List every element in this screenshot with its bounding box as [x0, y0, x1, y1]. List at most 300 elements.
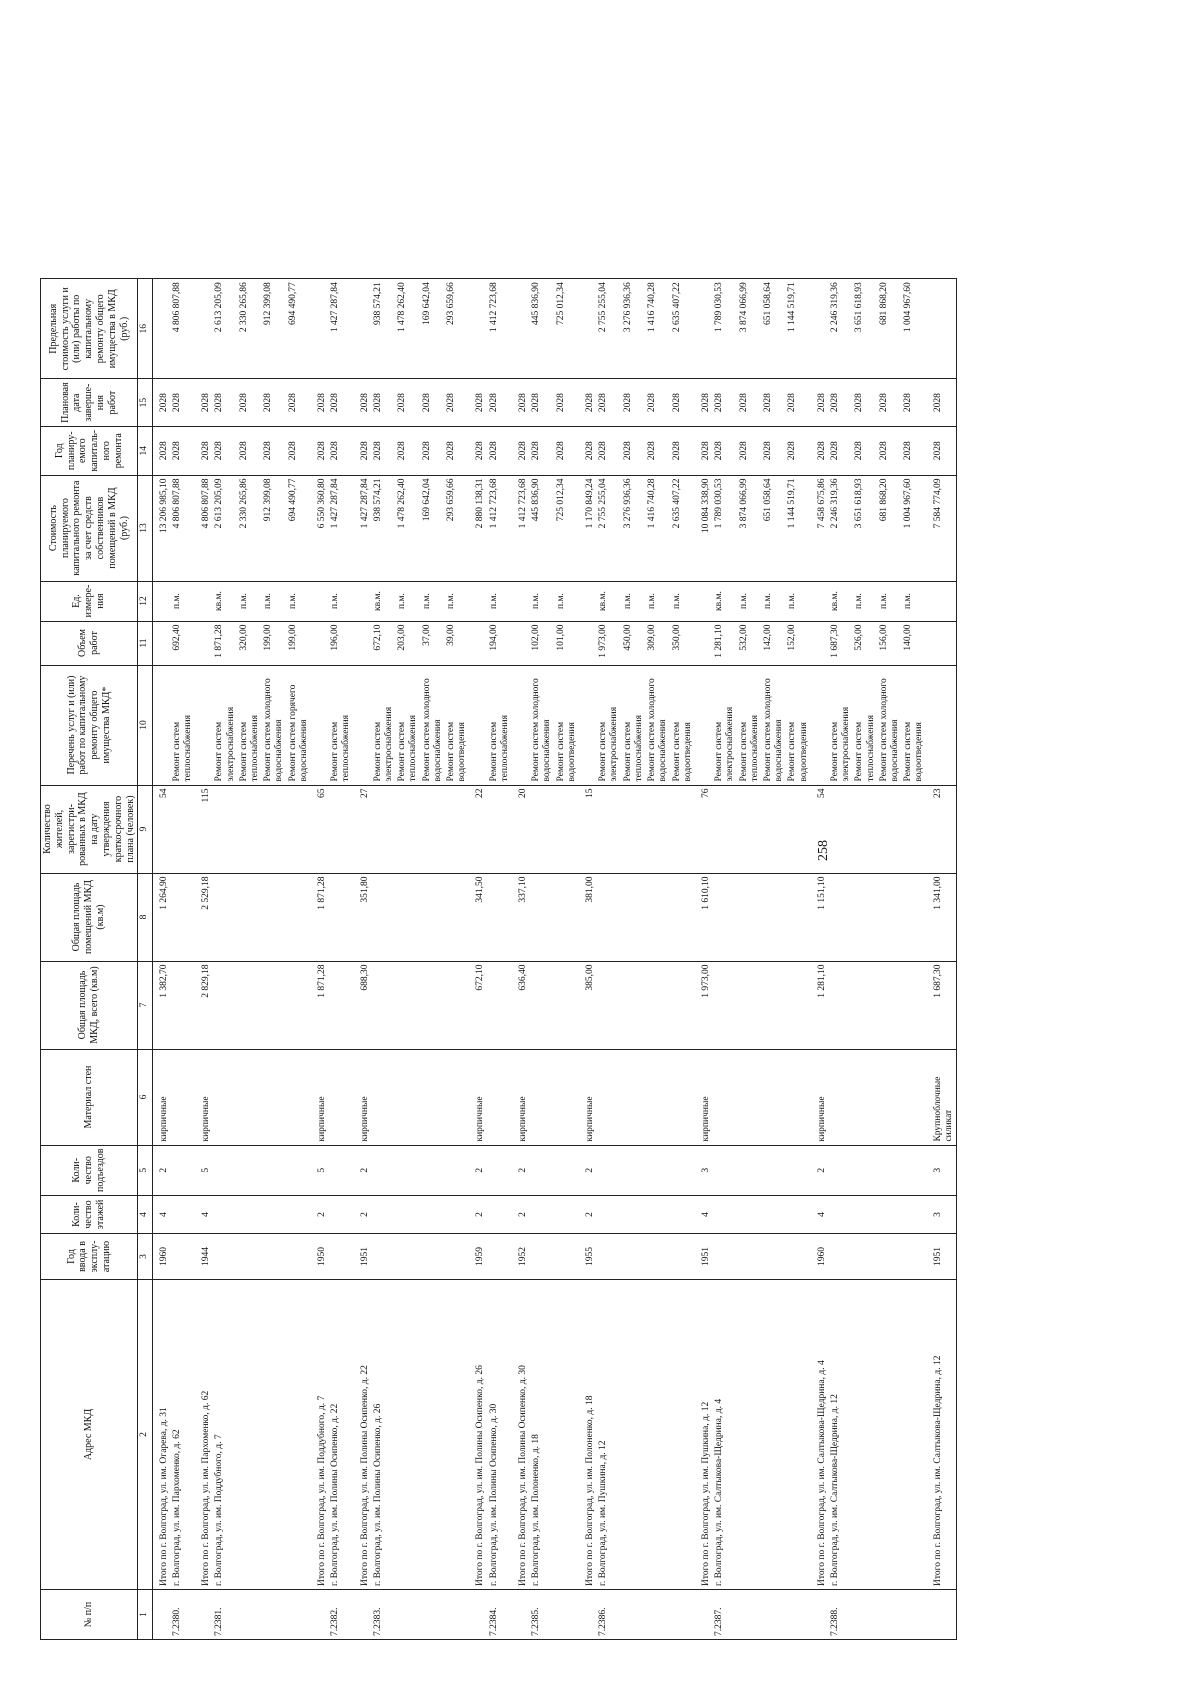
residents-cell: 27 [354, 785, 372, 873]
limit-cost-cell: 938 574,21 [372, 279, 396, 379]
repair-year-cell: 2028 [853, 426, 877, 475]
work-volume-cell [311, 621, 329, 665]
total-area-cell [213, 961, 237, 1049]
table-row [372, 279, 396, 1640]
completion-date-cell: 2028 [762, 379, 786, 427]
rooms-area-cell [902, 873, 926, 961]
work-volume-cell: 1 281,10 [713, 621, 737, 665]
row-number [738, 1590, 762, 1640]
year-built-cell [171, 1234, 195, 1280]
wall-material-cell [171, 1049, 195, 1145]
limit-cost-cell: 293 659,66 [445, 279, 469, 379]
year-built-cell [372, 1234, 396, 1280]
work-type-cell: Ремонт систем электроснабжения [372, 665, 396, 785]
residents-cell [287, 785, 311, 873]
wall-material-cell: кирпичные [311, 1049, 329, 1145]
rooms-area-cell: 1 151,10 [811, 873, 829, 961]
entrances-cell [853, 1145, 877, 1195]
work-type-cell: Ремонт систем теплоснабжения [738, 665, 762, 785]
address-cell [262, 1280, 286, 1590]
year-built-cell: 1944 [195, 1234, 213, 1280]
total-row [512, 279, 530, 1640]
total-row [579, 279, 597, 1640]
limit-cost-cell: 3 651 618,93 [853, 279, 877, 379]
entrances-cell [738, 1145, 762, 1195]
planned-cost-cell: 694 490,77 [287, 475, 311, 581]
planned-cost-cell: 1 004 967,60 [902, 475, 926, 581]
unit-cell: п.м. [421, 581, 445, 621]
work-volume-cell: 194,00 [488, 621, 512, 665]
floors-cell [786, 1196, 810, 1234]
completion-date-cell: 2028 [287, 379, 311, 427]
column-header: Количество жителей, зарегистри-рованных в МКД на дату утверждения краткосрочного плана (человек) [41, 785, 138, 873]
address-cell: г. Волгоград, ул. им. Полоненко, д. 18 [530, 1280, 554, 1590]
floors-cell [530, 1196, 554, 1234]
year-built-cell [622, 1234, 646, 1280]
table-row [171, 279, 195, 1640]
year-built-cell [262, 1234, 286, 1280]
limit-cost-cell [469, 279, 487, 379]
total-area-cell [878, 961, 902, 1049]
work-volume-cell [579, 621, 597, 665]
repair-year-cell: 2028 [738, 426, 762, 475]
column-number: 6 [138, 1049, 152, 1145]
wall-material-cell: кирпичные [695, 1049, 713, 1145]
address-cell [421, 1280, 445, 1590]
rooms-area-cell [488, 873, 512, 961]
total-row [695, 279, 713, 1640]
completion-date-cell: 2028 [213, 379, 237, 427]
column-header: Адрес МКД [41, 1280, 138, 1590]
residents-cell: 22 [469, 785, 487, 873]
rooms-area-cell [671, 873, 695, 961]
row-number [421, 1590, 445, 1640]
floors-cell [421, 1196, 445, 1234]
year-built-cell [597, 1234, 621, 1280]
column-header: № п/п [41, 1590, 138, 1640]
entrances-cell [445, 1145, 469, 1195]
entrances-cell [622, 1145, 646, 1195]
year-built-cell [713, 1234, 737, 1280]
repair-year-cell: 2028 [713, 426, 737, 475]
rooms-area-cell: 1 610,10 [695, 873, 713, 961]
address-cell [738, 1280, 762, 1590]
entrances-cell [372, 1145, 396, 1195]
rooms-area-cell: 351,80 [354, 873, 372, 961]
total-row [195, 279, 213, 1640]
floors-cell: 2 [354, 1196, 372, 1234]
unit-cell: кв.м. [372, 581, 396, 621]
column-header: Объем работ [41, 621, 138, 665]
address-cell [622, 1280, 646, 1590]
unit-cell: п.м. [530, 581, 554, 621]
work-type-cell: Ремонт систем электроснабжения [213, 665, 237, 785]
floors-cell: 2 [512, 1196, 530, 1234]
work-type-cell: Ремонт систем водоотведения [445, 665, 469, 785]
table-row [445, 279, 469, 1640]
table-row [853, 279, 877, 1640]
work-type-cell: Ремонт систем теплоснабжения [622, 665, 646, 785]
repair-year-cell: 2028 [512, 426, 530, 475]
unit-cell: п.м. [622, 581, 646, 621]
row-number [262, 1590, 286, 1640]
work-volume-cell [512, 621, 530, 665]
planned-cost-cell: 13 206 985,10 [152, 475, 171, 581]
unit-cell: кв.м. [829, 581, 853, 621]
row-number: 7.2387. [713, 1590, 737, 1640]
work-type-cell: Ремонт систем холодного водоснабжения [530, 665, 554, 785]
work-volume-cell: 320,00 [238, 621, 262, 665]
total-area-cell [597, 961, 621, 1049]
rooms-area-cell [786, 873, 810, 961]
address-cell: г. Волгоград, ул. им. Пархоменко, д. 62 [171, 1280, 195, 1590]
wall-material-cell [671, 1049, 695, 1145]
total-area-cell: 2 829,18 [195, 961, 213, 1049]
wall-material-cell [853, 1049, 877, 1145]
year-built-cell [488, 1234, 512, 1280]
year-built-cell [238, 1234, 262, 1280]
planned-cost-cell: 3 651 618,93 [853, 475, 877, 581]
repair-year-cell: 2028 [555, 426, 579, 475]
repair-year-cell: 2028 [597, 426, 621, 475]
rooms-area-cell [329, 873, 353, 961]
year-built-cell [646, 1234, 670, 1280]
unit-cell: п.м. [445, 581, 469, 621]
column-number: 14 [138, 426, 152, 475]
work-volume-cell [152, 621, 171, 665]
column-header: Материал стен [41, 1049, 138, 1145]
total-row [469, 279, 487, 1640]
table-body [152, 279, 956, 1640]
work-type-cell [695, 665, 713, 785]
entrances-cell [213, 1145, 237, 1195]
row-number: 7.2380. [171, 1590, 195, 1640]
address-cell [287, 1280, 311, 1590]
limit-cost-cell: 2 755 255,04 [597, 279, 621, 379]
work-type-cell: Ремонт систем водоотведения [671, 665, 695, 785]
wall-material-cell [738, 1049, 762, 1145]
address-cell: Итого по г. Волгоград, ул. им. Огарева, д. 31 [152, 1280, 171, 1590]
work-type-cell [579, 665, 597, 785]
column-number-row [138, 279, 152, 1640]
residents-cell [262, 785, 286, 873]
address-cell [238, 1280, 262, 1590]
address-cell: Итого по г. Волгоград, ул. им. Салтыкова-Щедрина, д. 12 [927, 1280, 957, 1590]
unit-cell: п.м. [555, 581, 579, 621]
repair-year-cell: 2028 [762, 426, 786, 475]
floors-cell [287, 1196, 311, 1234]
limit-cost-cell: 912 399,08 [262, 279, 286, 379]
rooms-area-cell: 1 871,28 [311, 873, 329, 961]
work-type-cell: Ремонт систем холодного водоснабжения [646, 665, 670, 785]
table-row [762, 279, 786, 1640]
column-header: Год ввода в эксплу-атацию [41, 1234, 138, 1280]
completion-date-cell: 2028 [262, 379, 286, 427]
row-number [695, 1590, 713, 1640]
work-type-cell [311, 665, 329, 785]
row-number [238, 1590, 262, 1640]
column-number: 15 [138, 379, 152, 427]
entrances-cell [238, 1145, 262, 1195]
column-number: 5 [138, 1145, 152, 1195]
floors-cell [597, 1196, 621, 1234]
floors-cell: 4 [695, 1196, 713, 1234]
limit-cost-cell: 1 427 287,84 [329, 279, 353, 379]
year-built-cell: 1951 [695, 1234, 713, 1280]
year-built-cell [853, 1234, 877, 1280]
year-built-cell [829, 1234, 853, 1280]
work-volume-cell: 39,00 [445, 621, 469, 665]
rooms-area-cell [853, 873, 877, 961]
planned-cost-cell: 10 084 338,90 [695, 475, 713, 581]
limit-cost-cell: 1 004 967,60 [902, 279, 926, 379]
year-built-cell: 1960 [811, 1234, 829, 1280]
planned-cost-cell: 2 755 255,04 [597, 475, 621, 581]
total-area-cell [171, 961, 195, 1049]
year-built-cell: 1950 [311, 1234, 329, 1280]
residents-cell [445, 785, 469, 873]
completion-date-cell: 2028 [152, 379, 171, 427]
row-number [622, 1590, 646, 1640]
rooms-area-cell [738, 873, 762, 961]
completion-date-cell: 2028 [646, 379, 670, 427]
planned-cost-cell: 4 806 807,88 [195, 475, 213, 581]
completion-date-cell: 2028 [469, 379, 487, 427]
limit-cost-cell: 1 789 030,53 [713, 279, 737, 379]
residents-cell [829, 785, 853, 873]
floors-cell [671, 1196, 695, 1234]
work-type-cell: Ремонт систем теплоснабжения [853, 665, 877, 785]
column-number: 12 [138, 581, 152, 621]
repair-year-cell: 2028 [329, 426, 353, 475]
unit-cell: п.м. [396, 581, 420, 621]
completion-date-cell: 2028 [597, 379, 621, 427]
completion-date-cell: 2028 [311, 379, 329, 427]
unit-cell [579, 581, 597, 621]
floors-cell [396, 1196, 420, 1234]
work-volume-cell: 140,00 [902, 621, 926, 665]
limit-cost-cell: 3 276 936,36 [622, 279, 646, 379]
row-number [579, 1590, 597, 1640]
repair-year-cell: 2028 [622, 426, 646, 475]
completion-date-cell: 2028 [488, 379, 512, 427]
row-number [902, 1590, 926, 1640]
entrances-cell: 2 [152, 1145, 171, 1195]
limit-cost-cell [152, 279, 171, 379]
floors-cell [713, 1196, 737, 1234]
completion-date-cell: 2028 [811, 379, 829, 427]
total-area-cell: 636,40 [512, 961, 530, 1049]
entrances-cell [488, 1145, 512, 1195]
repair-year-cell: 2028 [421, 426, 445, 475]
work-volume-cell: 199,00 [287, 621, 311, 665]
repair-year-cell: 2028 [927, 426, 957, 475]
completion-date-cell: 2028 [421, 379, 445, 427]
total-row [811, 279, 829, 1640]
total-area-cell: 1 687,30 [927, 961, 957, 1049]
floors-cell [762, 1196, 786, 1234]
repair-year-cell: 2028 [530, 426, 554, 475]
limit-cost-cell [512, 279, 530, 379]
wall-material-cell [762, 1049, 786, 1145]
work-type-cell: Ремонт систем теплоснабжения [488, 665, 512, 785]
table-row [287, 279, 311, 1640]
rooms-area-cell [829, 873, 853, 961]
year-built-cell: 1951 [354, 1234, 372, 1280]
completion-date-cell: 2028 [329, 379, 353, 427]
wall-material-cell: кирпичные [811, 1049, 829, 1145]
row-number [469, 1590, 487, 1640]
table-row [646, 279, 670, 1640]
work-volume-cell: 672,10 [372, 621, 396, 665]
table-row [597, 279, 621, 1640]
total-area-cell [853, 961, 877, 1049]
column-header: Ед. измере-ния [41, 581, 138, 621]
rooms-area-cell [597, 873, 621, 961]
total-area-cell: 1 973,00 [695, 961, 713, 1049]
planned-cost-cell: 2 330 265,86 [238, 475, 262, 581]
rooms-area-cell [530, 873, 554, 961]
work-volume-cell: 1 973,00 [597, 621, 621, 665]
table-row [829, 279, 853, 1640]
table-row [713, 279, 737, 1640]
wall-material-cell [372, 1049, 396, 1145]
column-number: 10 [138, 665, 152, 785]
repair-year-cell: 2028 [152, 426, 171, 475]
year-built-cell [421, 1234, 445, 1280]
work-type-cell [195, 665, 213, 785]
planned-cost-cell: 1 427 287,84 [329, 475, 353, 581]
completion-date-cell: 2028 [396, 379, 420, 427]
rooms-area-cell [213, 873, 237, 961]
table-row [555, 279, 579, 1640]
rooms-area-cell [287, 873, 311, 961]
work-type-cell: Ремонт систем холодного водоснабжения [262, 665, 286, 785]
residents-cell [171, 785, 195, 873]
column-number: 8 [138, 873, 152, 961]
residents-cell [597, 785, 621, 873]
planned-cost-cell: 445 836,90 [530, 475, 554, 581]
planned-cost-cell: 3 874 066,99 [738, 475, 762, 581]
limit-cost-cell [195, 279, 213, 379]
address-cell: Итого по г. Волгоград, ул. им. Полоненко, д. 18 [579, 1280, 597, 1590]
planned-cost-cell: 2 880 138,31 [469, 475, 487, 581]
year-built-cell [445, 1234, 469, 1280]
row-number [512, 1590, 530, 1640]
total-area-cell: 1 281,10 [811, 961, 829, 1049]
limit-cost-cell: 445 836,90 [530, 279, 554, 379]
residents-cell: 15 [579, 785, 597, 873]
entrances-cell [171, 1145, 195, 1195]
completion-date-cell: 2028 [530, 379, 554, 427]
rooms-area-cell [445, 873, 469, 961]
planned-cost-cell: 651 058,64 [762, 475, 786, 581]
limit-cost-cell [354, 279, 372, 379]
year-built-cell: 1952 [512, 1234, 530, 1280]
work-volume-cell: 152,00 [786, 621, 810, 665]
repair-year-cell: 2028 [646, 426, 670, 475]
total-area-cell: 1 871,28 [311, 961, 329, 1049]
residents-cell [902, 785, 926, 873]
wall-material-cell [555, 1049, 579, 1145]
residents-cell: 115 [195, 785, 213, 873]
work-type-cell: Ремонт систем холодного водоснабжения [421, 665, 445, 785]
unit-cell: кв.м. [213, 581, 237, 621]
completion-date-cell: 2028 [238, 379, 262, 427]
residents-cell: 23 [927, 785, 957, 873]
wall-material-cell [878, 1049, 902, 1145]
floors-cell [646, 1196, 670, 1234]
total-area-cell [738, 961, 762, 1049]
entrances-cell [786, 1145, 810, 1195]
planned-cost-cell: 1 144 519,71 [786, 475, 810, 581]
row-number [354, 1590, 372, 1640]
row-number: 7.2384. [488, 1590, 512, 1640]
unit-cell [512, 581, 530, 621]
row-number: 7.2385. [530, 1590, 554, 1640]
year-built-cell [902, 1234, 926, 1280]
work-type-cell: Ремонт систем водоотведения [902, 665, 926, 785]
row-number [311, 1590, 329, 1640]
entrances-cell [421, 1145, 445, 1195]
column-header: Стоимость планируемого капитального ремонта за счет средств собственников помещений в МКД (руб.) [41, 475, 138, 581]
unit-cell: п.м. [329, 581, 353, 621]
address-cell: г. Волгоград, ул. им. Полины Осипенко, д. 22 [329, 1280, 353, 1590]
total-area-cell: 688,30 [354, 961, 372, 1049]
row-number: 7.2383. [372, 1590, 396, 1640]
floors-cell [878, 1196, 902, 1234]
residents-cell [622, 785, 646, 873]
total-row [354, 279, 372, 1640]
entrances-cell [713, 1145, 737, 1195]
floors-cell [488, 1196, 512, 1234]
floors-cell: 2 [579, 1196, 597, 1234]
row-number [195, 1590, 213, 1640]
limit-cost-cell: 2 246 319,36 [829, 279, 853, 379]
completion-date-cell: 2028 [738, 379, 762, 427]
completion-date-cell: 2028 [622, 379, 646, 427]
work-volume-cell: 156,00 [878, 621, 902, 665]
year-built-cell [671, 1234, 695, 1280]
rooms-area-cell [713, 873, 737, 961]
address-cell: Итого по г. Волгоград, ул. им. Полины Осипенко, д. 26 [469, 1280, 487, 1590]
address-cell [445, 1280, 469, 1590]
work-volume-cell [354, 621, 372, 665]
completion-date-cell: 2028 [445, 379, 469, 427]
column-number: 16 [138, 279, 152, 379]
work-volume-cell: 142,00 [762, 621, 786, 665]
column-header: Коли-чество этажей [41, 1196, 138, 1234]
rooms-area-cell: 1 264,90 [152, 873, 171, 961]
repair-year-cell: 2028 [287, 426, 311, 475]
work-type-cell: Ремонт систем электроснабжения [597, 665, 621, 785]
address-cell [671, 1280, 695, 1590]
residents-cell [878, 785, 902, 873]
rooms-area-cell [238, 873, 262, 961]
work-volume-cell [811, 621, 829, 665]
floors-cell [238, 1196, 262, 1234]
work-type-cell: Ремонт систем теплоснабжения [396, 665, 420, 785]
entrances-cell [878, 1145, 902, 1195]
work-type-cell [354, 665, 372, 785]
limit-cost-cell: 651 058,64 [762, 279, 786, 379]
repair-year-cell: 2028 [396, 426, 420, 475]
entrances-cell: 2 [512, 1145, 530, 1195]
rooms-area-cell [762, 873, 786, 961]
rooms-area-cell [878, 873, 902, 961]
total-area-cell [530, 961, 554, 1049]
total-area-cell [421, 961, 445, 1049]
